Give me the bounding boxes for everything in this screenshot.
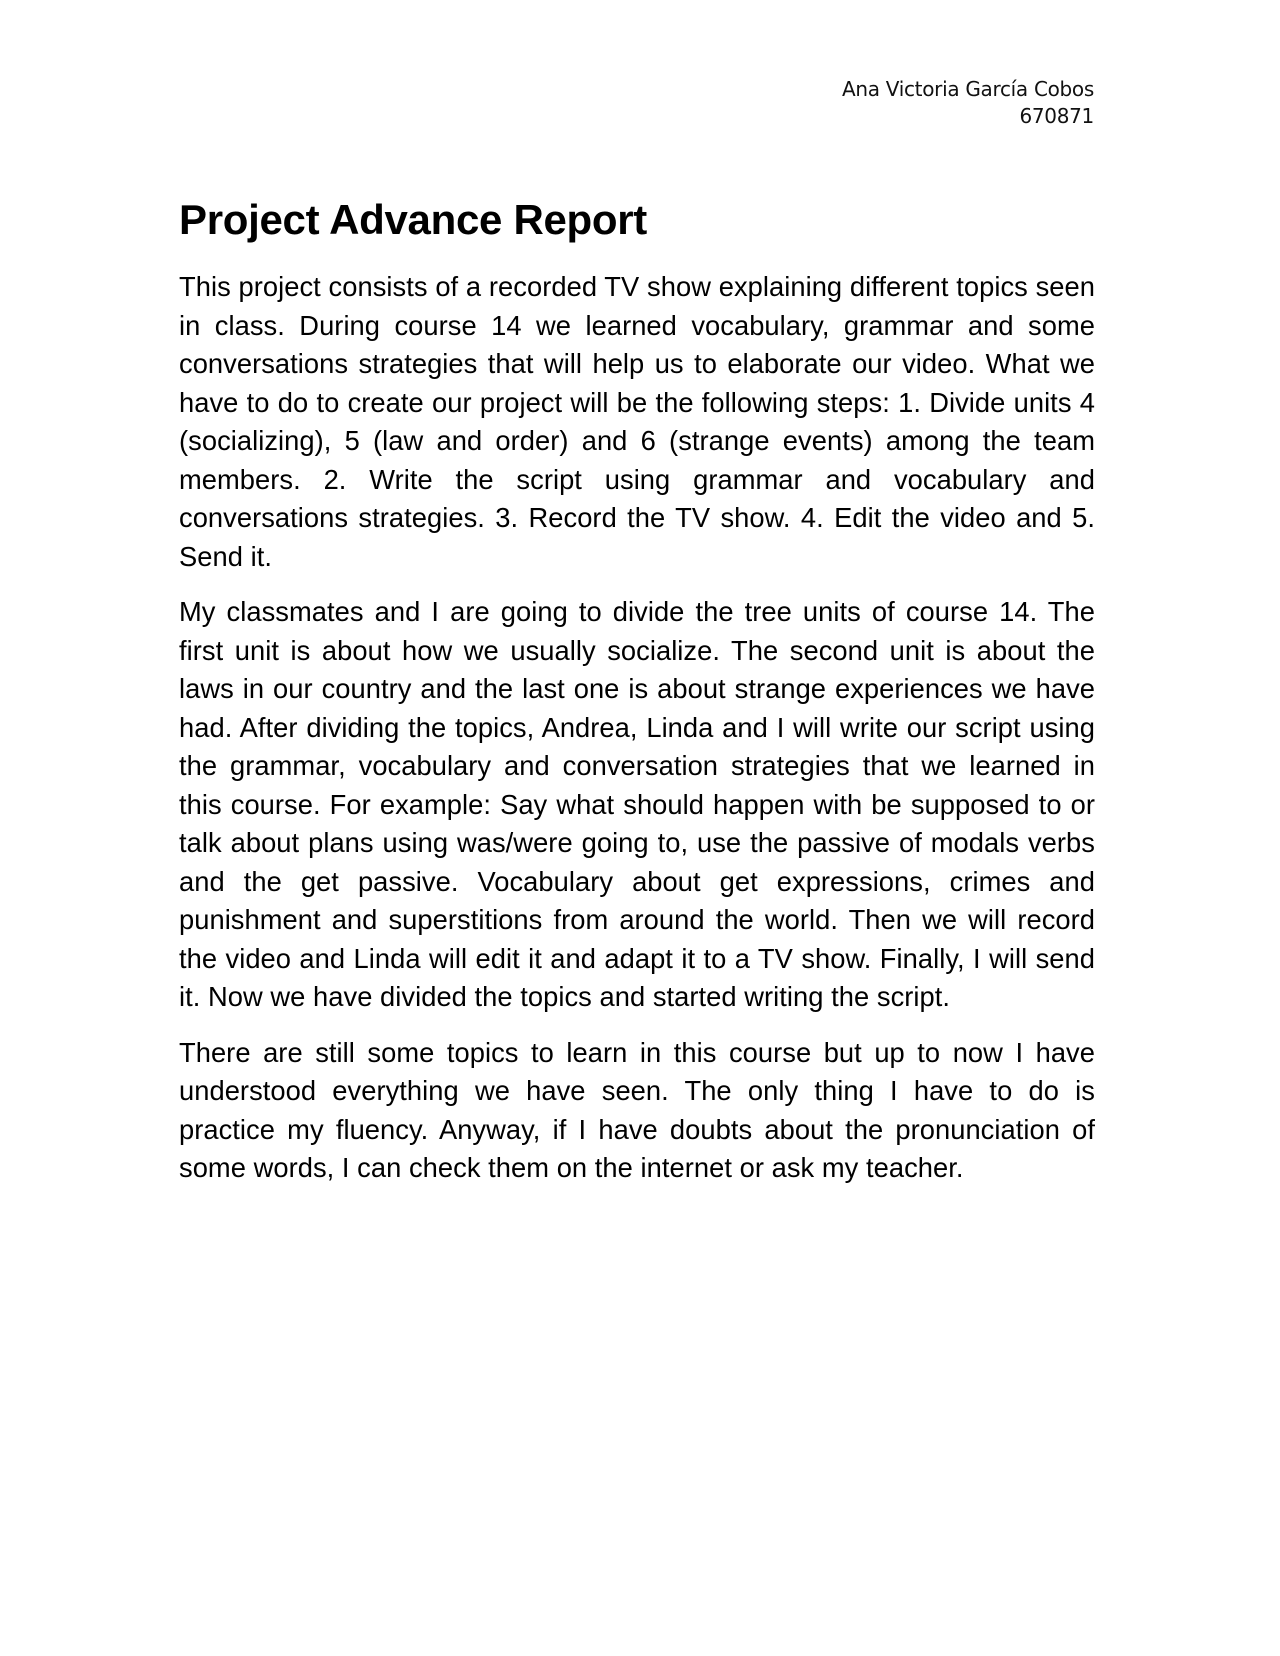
author-name: Ana Victoria García Cobos	[842, 77, 1094, 101]
document-body	[179, 192, 1095, 1205]
paragraph-progress-reflection: There are still some topics to learn in this course but up to now I have understood everything we have seen. The only thing I have to do is practice my fluency. Anyway, if I have doubts about the pronunciation of some words, I can check them on the internet or ask my teacher.	[179, 1036, 1095, 1183]
paragraph-team-plan: My classmates and I are going to divide the tree units of course 14. The first unit is about how we usually socialize. The second unit is about the laws in our country and the last one is about strange experiences we have had. After dividing the topics, Andrea, Linda and I will write our script using the grammar, vocabulary and conversation strategies that we learned in this course. For example: Say what should happen with be supposed to or talk about plans using was/were going to, use the passive of modals verbs and the get passive. Vocabulary about get expressions, crimes and punishment and superstitions from around the world. Then we will record the video and Linda will edit it and adapt it to a TV show. Finally, I will send it. Now we have divided the topics and started writing the script.	[179, 596, 1095, 1012]
student-id: 670871	[1019, 104, 1094, 128]
document-title: Project Advance Report	[179, 196, 647, 243]
document-header	[842, 76, 1094, 130]
paragraph-project-description: This project consists of a recorded TV show explaining different topics seen in class. During course 14 we learned vocabulary, grammar and some conversations strategies that will help us to elaborate our video. What we have to do to create our project will be the following steps: 1. Divide units 4 (socializing), 5 (law and order) and 6 (strange events) among the team members. 2. Write the script using grammar and vocabulary and conversations strategies. 3. Record the TV show. 4. Edit the video and 5. Send it.	[179, 271, 1095, 572]
